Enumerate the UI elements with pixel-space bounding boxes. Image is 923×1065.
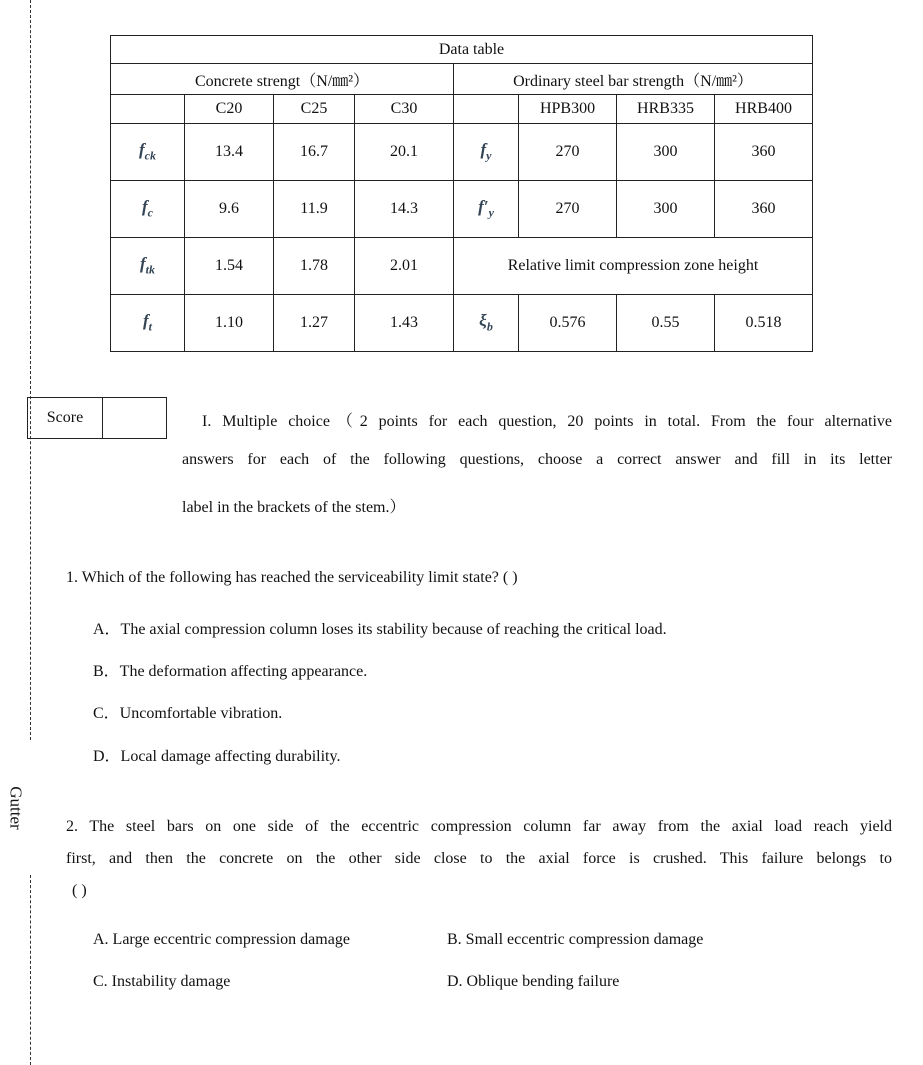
symbol: $\xi_b$ bbox=[454, 295, 519, 352]
value-cell: 1.27 bbox=[274, 295, 355, 352]
symbol: $f_{tk}$ bbox=[111, 238, 185, 295]
option-c: C. Instability damage bbox=[93, 973, 231, 990]
option-d: D. Oblique bending failure bbox=[447, 973, 620, 990]
gutter-line-top bbox=[30, 0, 31, 740]
value-cell: 0.55 bbox=[617, 295, 715, 352]
grade: HRB400 bbox=[715, 95, 813, 124]
grade: HPB300 bbox=[519, 95, 617, 124]
symbol: $f_c$ bbox=[111, 181, 185, 238]
value-cell: 16.7 bbox=[274, 124, 355, 181]
grade: C30 bbox=[355, 95, 454, 124]
value-cell: 2.01 bbox=[355, 238, 454, 295]
concrete-header: Concrete strengt（N/㎜²） bbox=[111, 64, 454, 95]
value-cell: 270 bbox=[519, 181, 617, 238]
grade: HRB335 bbox=[617, 95, 715, 124]
gutter-label bbox=[8, 780, 38, 840]
section-line: answers for each of the following questions, choose a correct answer and fill in its letter bbox=[182, 451, 892, 468]
value-cell: 13.4 bbox=[185, 124, 274, 181]
section-line: label in the brackets of the stem.） bbox=[182, 499, 406, 516]
table-title: Data table bbox=[111, 36, 813, 64]
question-2-stem: 2. The steel bars on one side of the eccentric compression column far away from the axial load reach yield bbox=[66, 818, 892, 835]
value-cell: 11.9 bbox=[274, 181, 355, 238]
grade: C25 bbox=[274, 95, 355, 124]
value-cell: 9.6 bbox=[185, 181, 274, 238]
grade: C20 bbox=[185, 95, 274, 124]
score-field[interactable] bbox=[103, 398, 167, 439]
value-cell: 1.78 bbox=[274, 238, 355, 295]
gutter-line-bottom bbox=[30, 875, 31, 1065]
symbol: $f_t$ bbox=[111, 295, 185, 352]
option-d: D．Local damage affecting durability. bbox=[93, 748, 341, 765]
question-1-stem: 1. Which of the following has reached the serviceability limit state? ( ) bbox=[66, 569, 518, 586]
gutter-text: Gutter bbox=[6, 786, 26, 830]
value-cell: 270 bbox=[519, 124, 617, 181]
option-b: B．The deformation affecting appearance. bbox=[93, 663, 368, 680]
value-cell: 1.54 bbox=[185, 238, 274, 295]
option-c: C．Uncomfortable vibration. bbox=[93, 705, 283, 722]
table-row bbox=[111, 238, 813, 295]
symbol: $f'_y$ bbox=[454, 181, 519, 238]
value-cell: 300 bbox=[617, 124, 715, 181]
table-row bbox=[111, 124, 813, 181]
symbol: $f_y$ bbox=[454, 124, 519, 181]
option-b: B. Small eccentric compression damage bbox=[447, 931, 704, 948]
merged-cell: Relative limit compression zone height bbox=[454, 238, 813, 295]
option-a: A. Large eccentric compression damage bbox=[93, 931, 350, 948]
data-table bbox=[110, 35, 813, 352]
score-box bbox=[27, 397, 167, 439]
question-2-stem: first, and then the concrete on the other side close to the axial force is crushed. This failure belongs to bbox=[66, 850, 892, 867]
answer-bracket: ( ) bbox=[72, 882, 87, 899]
value-cell: 0.576 bbox=[519, 295, 617, 352]
value-cell: 0.518 bbox=[715, 295, 813, 352]
value-cell: 20.1 bbox=[355, 124, 454, 181]
score-label: Score bbox=[28, 398, 103, 439]
value-cell: 14.3 bbox=[355, 181, 454, 238]
value-cell: 360 bbox=[715, 124, 813, 181]
option-a: A．The axial compression column loses its stability because of reaching the critical load. bbox=[93, 621, 667, 638]
value-cell: 1.10 bbox=[185, 295, 274, 352]
value-cell: 1.43 bbox=[355, 295, 454, 352]
value-cell: 300 bbox=[617, 181, 715, 238]
value-cell: 360 bbox=[715, 181, 813, 238]
table-row bbox=[111, 295, 813, 352]
section-line: I. Multiple choice（2 points for each question, 20 points in total. From the four alternative bbox=[202, 413, 892, 430]
steel-header: Ordinary steel bar strength（N/㎜²） bbox=[454, 64, 813, 95]
symbol: $f_{ck}$ bbox=[111, 124, 185, 181]
table-row bbox=[111, 181, 813, 238]
